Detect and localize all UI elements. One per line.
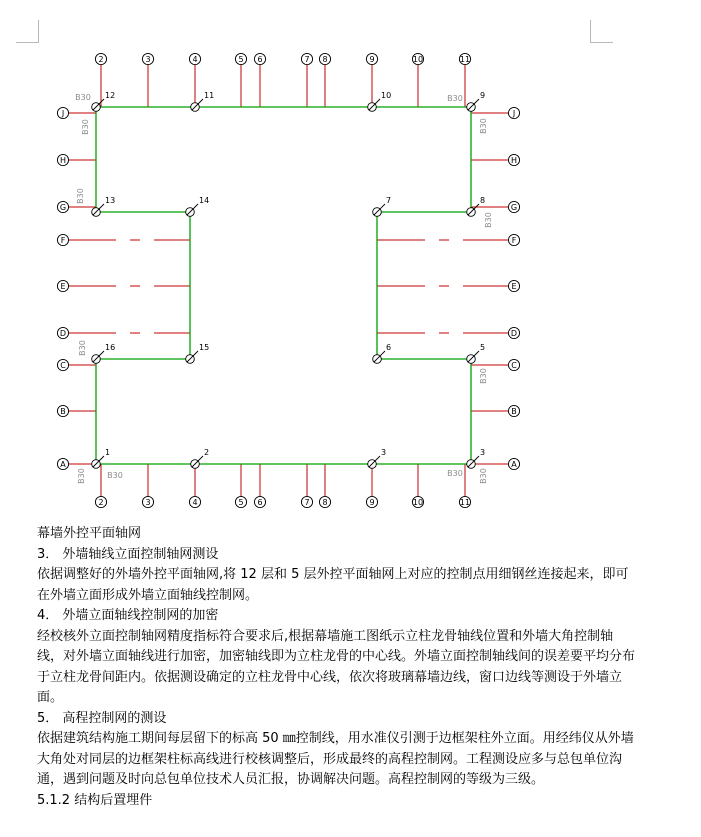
axis-bubble-left-B	[57, 405, 68, 416]
offset-label-b30: B30	[75, 93, 91, 102]
control-point-label: 2	[204, 448, 210, 457]
axis-bubble-bottom-7	[301, 496, 312, 507]
axis-bubble-label: 4	[192, 498, 198, 507]
control-point-label: 12	[105, 91, 116, 100]
axis-bubble-right-E	[508, 280, 519, 291]
axis-bubble-left-D	[57, 327, 68, 338]
axis-bubble-right-B	[508, 405, 519, 416]
offset-label-b30: B30	[76, 188, 85, 204]
offset-label-b30: B30	[447, 469, 463, 478]
control-point-15	[186, 343, 209, 363]
control-point-5	[467, 343, 485, 363]
control-point-9	[467, 91, 485, 111]
text-body	[37, 524, 637, 811]
axis-bubble-label: E	[60, 282, 66, 291]
axis-bubble-bottom-3	[142, 496, 153, 507]
axis-bubble-left-F	[57, 234, 68, 245]
control-point-label: 9	[480, 91, 486, 100]
axis-bubble-label: 9	[369, 55, 375, 64]
axis-bubble-label: 5	[238, 55, 244, 64]
control-point-8	[467, 196, 485, 216]
axis-bubble-right-D	[508, 327, 519, 338]
axis-bubble-label: C	[60, 361, 66, 370]
axis-bubble-left-E	[57, 280, 68, 291]
axis-bubble-label: 6	[257, 498, 263, 507]
control-point-label: 3	[480, 448, 486, 457]
axis-bubble-label: J	[512, 109, 516, 118]
axis-bubble-top-10	[412, 53, 423, 64]
section-heading-5-1-2: 5.1.2 结构后置埋件	[37, 792, 153, 808]
heading-4: 4． 外墙立面轴线控制网的加密	[37, 608, 219, 623]
paragraph-3: 依据调整好的外墙外控平面轴网,将 12 层和 5 层外控平面轴网上对应的控制点用细钢丝连接起来，即可在外墙立面形成外墙立面轴线控制网。	[37, 567, 629, 603]
axis-bubble-label: H	[510, 156, 518, 165]
offset-label-b30: B30	[77, 468, 86, 484]
axis-bubble-right-C	[508, 359, 519, 370]
figure-caption: 幕墙外控平面轴网	[37, 526, 142, 541]
control-point-14	[186, 196, 209, 216]
axis-bubble-label: J	[61, 109, 65, 118]
axis-bubble-label: H	[59, 156, 67, 165]
offset-label-b30: B30	[107, 471, 123, 480]
axis-bubble-label: 7	[304, 498, 310, 507]
offset-label-b30: B30	[479, 468, 488, 484]
paragraph-4: 经校核外立面控制轴网精度指标符合要求后,根据幕墙施工图纸示立柱龙骨轴线位置和外墙大角控制轴线，对外墙立面轴线进行加密，加密轴线即为立柱龙骨的中心线。外墙立面控制轴线间的误差要平均分布于立柱龙骨间距内。依据测设确定的立柱龙骨中心线，依次将玻璃幕墙边线，窗口边线等测设于外墙立面。	[37, 628, 636, 705]
axis-bubble-label: E	[511, 282, 517, 291]
axis-bubble-label: D	[510, 329, 518, 338]
control-point-7	[373, 196, 391, 216]
axis-bubble-bottom-10	[412, 496, 423, 507]
offset-label-b30: B30	[81, 119, 90, 135]
axis-bubble-label: G	[59, 203, 67, 212]
axis-bubble-left-C	[57, 359, 68, 370]
axis-bubble-top-11	[459, 53, 470, 64]
axis-bubble-bottom-6	[254, 496, 265, 507]
axis-bubble-label: B	[511, 407, 517, 416]
control-point-label: 5	[480, 343, 486, 352]
axis-bubble-right-A	[508, 458, 519, 469]
axis-bubble-left-J	[57, 107, 68, 118]
control-point-label: 8	[480, 196, 486, 205]
axis-bubble-left-G	[57, 201, 68, 212]
offset-label-b30: B30	[479, 368, 488, 384]
axis-bubble-label: F	[511, 236, 517, 245]
control-point-12	[92, 91, 115, 111]
control-point-11	[191, 91, 214, 111]
axis-bubble-label: 7	[304, 55, 310, 64]
axis-bubble-top-9	[366, 53, 377, 64]
control-point-label: 13	[105, 196, 116, 205]
control-point-label: 14	[199, 196, 210, 205]
axis-bubble-label: 2	[98, 498, 104, 507]
axis-bubble-top-3	[142, 53, 153, 64]
axis-bubble-label: 8	[322, 498, 328, 507]
offset-label-b30: B30	[484, 212, 493, 228]
axis-bubble-label: 11	[459, 498, 471, 507]
control-point-label: 6	[386, 343, 392, 352]
axis-bubble-bottom-11	[459, 496, 470, 507]
control-point-label: 7	[386, 196, 392, 205]
axis-bubble-label: A	[511, 460, 517, 469]
control-point-10	[368, 91, 391, 111]
heading-5: 5． 高程控制网的测设	[37, 710, 167, 726]
control-point-13	[92, 196, 115, 216]
axis-bubble-top-7	[301, 53, 312, 64]
control-point-label: 11	[204, 91, 215, 100]
control-point-label: 10	[381, 91, 392, 100]
offset-label-b30: B30	[78, 340, 87, 356]
axis-bubble-label: A	[60, 460, 66, 469]
control-point-6	[373, 343, 391, 363]
heading-3: 3． 外墙轴线立面控制轴网测设	[37, 546, 219, 562]
offset-label-b30: B30	[479, 118, 488, 134]
paragraph-5: 依据建筑结构施工期间每层留下的标高 50 ㎜控制线，用水准仪引测于边框架柱外立面。用经纬仪从外墙大角处对同层的边框架柱标高线进行校核调整后，形成最终的高程控制网。工程测设应多与总包单位沟通，遇到问题及时向总包单位技术人员汇报，协调解决问题。高程控制网的等级为三级。	[37, 731, 634, 787]
control-point-3	[368, 448, 386, 468]
axis-bubble-top-2	[95, 53, 106, 64]
control-point-label: 3	[381, 448, 387, 457]
axis-bubble-label: F	[60, 236, 66, 245]
control-point-16	[92, 343, 115, 363]
axis-bubble-label: 3	[145, 55, 151, 64]
axis-bubble-right-J	[508, 107, 519, 118]
axis-bubble-label: 10	[412, 498, 424, 507]
axis-bubble-top-6	[254, 53, 265, 64]
axis-bubble-bottom-2	[95, 496, 106, 507]
axis-bubble-label: C	[511, 361, 517, 370]
offset-label-b30: B30	[447, 94, 463, 103]
axis-bubble-label: B	[60, 407, 66, 416]
axis-bubble-label: 6	[257, 55, 263, 64]
axis-bubble-left-A	[57, 458, 68, 469]
control-point-label: 1	[105, 448, 111, 457]
control-point-label: 15	[199, 343, 210, 352]
axis-bubble-label: 2	[98, 55, 104, 64]
axis-bubble-bottom-4	[189, 496, 200, 507]
axis-bubble-top-8	[319, 53, 330, 64]
axis-bubble-label: 8	[322, 55, 328, 64]
axis-bubble-label: 3	[145, 498, 151, 507]
axis-bubble-bottom-5	[235, 496, 246, 507]
axis-bubble-label: G	[510, 203, 518, 212]
axis-bubble-label: 11	[459, 55, 471, 64]
axis-bubble-bottom-9	[366, 496, 377, 507]
axis-bubble-right-F	[508, 234, 519, 245]
axis-bubble-top-5	[235, 53, 246, 64]
axis-bubble-label: 4	[192, 55, 198, 64]
control-point-2	[191, 448, 209, 468]
axis-bubble-right-G	[508, 201, 519, 212]
axis-bubble-label: D	[59, 329, 67, 338]
control-point-label: 16	[105, 343, 116, 352]
axis-bubble-right-H	[508, 154, 519, 165]
axis-bubble-top-4	[189, 53, 200, 64]
axis-bubble-label: 10	[412, 55, 424, 64]
axis-bubble-label: 9	[369, 498, 375, 507]
control-point-3	[467, 448, 485, 468]
axis-bubble-label: 5	[238, 498, 244, 507]
axis-bubble-left-H	[57, 154, 68, 165]
axis-bubble-bottom-8	[319, 496, 330, 507]
